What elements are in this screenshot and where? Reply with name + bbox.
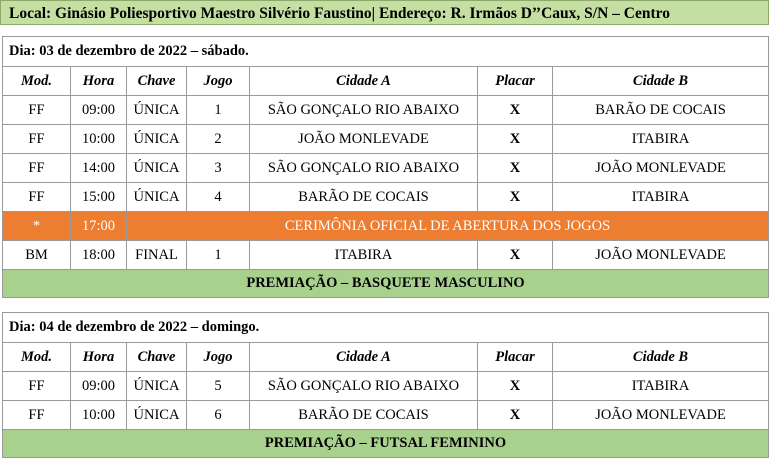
cell-hora: 10:00 — [71, 125, 127, 154]
day-title: Dia: 04 de dezembro de 2022 – domingo. — [3, 313, 769, 343]
col-header-cidade-a: Cidade A — [250, 343, 478, 372]
table-row — [3, 401, 769, 430]
cell-chave: ÚNICA — [127, 125, 187, 154]
cell-cidade-a: SÃO GONÇALO RIO ABAIXO — [250, 154, 478, 183]
cell-placar: X — [478, 125, 553, 154]
col-header-jogo: Jogo — [187, 67, 250, 96]
cell-chave: ÚNICA — [127, 154, 187, 183]
cell-placar: X — [478, 372, 553, 401]
header-row — [3, 343, 769, 372]
award-text: PREMIAÇÃO – BASQUETE MASCULINO — [3, 270, 769, 298]
award-row — [3, 270, 769, 298]
cell-mod: FF — [3, 372, 71, 401]
cell-placar: X — [478, 183, 553, 212]
table-row — [3, 96, 769, 125]
cell-hora: 15:00 — [71, 183, 127, 212]
col-header-mod: Mod. — [3, 67, 71, 96]
cell-chave: ÚNICA — [127, 96, 187, 125]
col-header-chave: Chave — [127, 343, 187, 372]
cell-placar: X — [478, 154, 553, 183]
cell-chave: ÚNICA — [127, 183, 187, 212]
table-row — [3, 183, 769, 212]
cell-cidade-a: BARÃO DE COCAIS — [250, 401, 478, 430]
cell-placar: X — [478, 96, 553, 125]
cell-placar: X — [478, 241, 553, 270]
col-header-placar: Placar — [478, 343, 553, 372]
cell-hora: 09:00 — [71, 372, 127, 401]
cell-jogo: 1 — [187, 96, 250, 125]
award-text: PREMIAÇÃO – FUTSAL FEMININO — [3, 430, 769, 458]
col-header-mod: Mod. — [3, 343, 71, 372]
col-header-cidade-b: Cidade B — [553, 67, 769, 96]
cell-mod: FF — [3, 96, 71, 125]
ceremony-row — [3, 212, 769, 241]
day-title: Dia: 03 de dezembro de 2022 – sábado. — [3, 37, 769, 67]
cell-cidade-b: JOÃO MONLEVADE — [553, 241, 769, 270]
cell-hora: 09:00 — [71, 96, 127, 125]
cell-mod: FF — [3, 401, 71, 430]
table-row — [3, 372, 769, 401]
location-banner: Local: Ginásio Poliesportivo Maestro Silvério Faustino| Endereço: R. Irmãos D’’Caux, S/N – Centro — [0, 0, 769, 25]
cell-cidade-b: JOÃO MONLEVADE — [553, 154, 769, 183]
col-header-cidade-a: Cidade A — [250, 67, 478, 96]
cell-mod: * — [3, 212, 71, 241]
header-row — [3, 67, 769, 96]
cell-cidade-a: BARÃO DE COCAIS — [250, 183, 478, 212]
cell-mod: BM — [3, 241, 71, 270]
cell-jogo: 4 — [187, 183, 250, 212]
table-row — [3, 154, 769, 183]
schedule-table-day2 — [2, 312, 769, 458]
cell-cidade-a: JOÃO MONLEVADE — [250, 125, 478, 154]
cell-hora: 18:00 — [71, 241, 127, 270]
cell-hora: 14:00 — [71, 154, 127, 183]
cell-hora: 10:00 — [71, 401, 127, 430]
cell-cidade-b: ITABIRA — [553, 183, 769, 212]
cell-chave: ÚNICA — [127, 401, 187, 430]
cell-jogo: 2 — [187, 125, 250, 154]
cell-cidade-a: ITABIRA — [250, 241, 478, 270]
cell-cidade-b: JOÃO MONLEVADE — [553, 401, 769, 430]
cell-cidade-b: ITABIRA — [553, 125, 769, 154]
col-header-hora: Hora — [71, 343, 127, 372]
cell-mod: FF — [3, 183, 71, 212]
col-header-chave: Chave — [127, 67, 187, 96]
cell-placar: X — [478, 401, 553, 430]
col-header-cidade-b: Cidade B — [553, 343, 769, 372]
cell-cidade-b: ITABIRA — [553, 372, 769, 401]
cell-chave: FINAL — [127, 241, 187, 270]
cell-jogo: 1 — [187, 241, 250, 270]
table-row — [3, 125, 769, 154]
cell-mod: FF — [3, 154, 71, 183]
award-row — [3, 430, 769, 458]
schedule-table-day1 — [2, 36, 769, 298]
col-header-hora: Hora — [71, 67, 127, 96]
ceremony-text: CERIMÔNIA OFICIAL DE ABERTURA DOS JOGOS — [127, 212, 769, 241]
cell-cidade-a: SÃO GONÇALO RIO ABAIXO — [250, 372, 478, 401]
cell-hora: 17:00 — [71, 212, 127, 241]
cell-chave: ÚNICA — [127, 372, 187, 401]
cell-cidade-b: BARÃO DE COCAIS — [553, 96, 769, 125]
cell-jogo: 6 — [187, 401, 250, 430]
col-header-placar: Placar — [478, 67, 553, 96]
col-header-jogo: Jogo — [187, 343, 250, 372]
cell-jogo: 5 — [187, 372, 250, 401]
cell-mod: FF — [3, 125, 71, 154]
table-row — [3, 241, 769, 270]
cell-jogo: 3 — [187, 154, 250, 183]
cell-cidade-a: SÃO GONÇALO RIO ABAIXO — [250, 96, 478, 125]
